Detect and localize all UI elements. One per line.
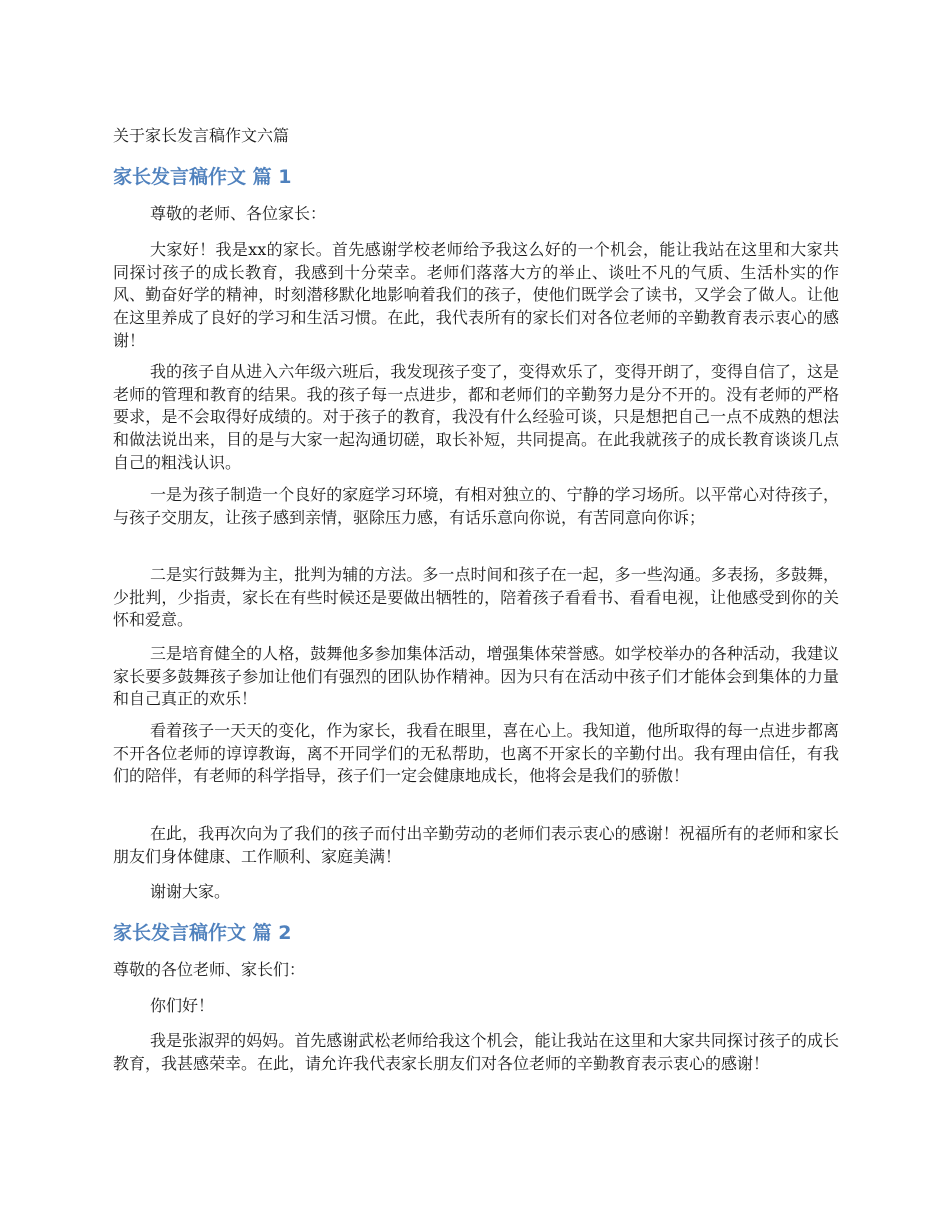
- paragraph: 谢谢大家。: [150, 882, 231, 901]
- section-heading-2: 家长发言稿作文 篇 2: [113, 922, 292, 944]
- section-heading-1: 家长发言稿作文 篇 1: [113, 166, 292, 188]
- paragraph: 尊敬的老师、各位家长：: [150, 204, 327, 223]
- paragraph: 在此，我再次向为了我们的孩子而付出辛勤劳动的老师们表示衷心的感谢！祝福所有的老师和家长朋友们身体健康、工作顺利、家庭美满！: [113, 824, 839, 866]
- paragraph: 尊敬的各位老师、家长们：: [113, 960, 306, 979]
- paragraph: 我的孩子自从进入六年级六班后，我发现孩子变了，变得欢乐了，变得开朗了，变得自信了，这是老师的管理和教育的结果。我的孩子每一点进步，都和老师们的辛勤努力是分不开的。没有老师的严格要求，是不会取得好成绩的。对于孩子的教育，我没有什么经验可谈，只是想把自己一点不成熟的想法和做法说出来，目的是与大家一起沟通切磋，取长补短，共同提高。在此我就孩子的成长教育谈谈几点自己的粗浅认识。: [113, 362, 839, 472]
- document-title: 关于家长发言稿作文六篇: [113, 126, 290, 145]
- paragraph: 一是为孩子制造一个良好的家庭学习环境，有相对独立的、宁静的学习场所。以平常心对待孩子，与孩子交朋友，让孩子感到亲情，驱除压力感，有话乐意向你说，有苦同意向你诉；: [113, 485, 839, 527]
- paragraph: 大家好！我是xx的家长。首先感谢学校老师给予我这么好的一个机会，能让我站在这里和大家共同探讨孩子的成长教育，我感到十分荣幸。老师们落落大方的举止、谈吐不凡的气质、生活朴实的作风、勤奋好学的精神，时刻潜移默化地影响着我们的孩子，使他们既学会了读书，又学会了做人。让他在这里养成了良好的学习和生活习惯。在此，我代表所有的家长们对各位老师的辛勤教育表示衷心的感谢！: [113, 240, 839, 350]
- paragraph: 你们好！: [150, 996, 215, 1015]
- paragraph: 二是实行鼓舞为主，批判为辅的方法。多一点时间和孩子在一起，多一些沟通。多表扬，多鼓舞，少批判，少指责，家长在有些时候还是要做出牺牲的，陪着孩子看看书、看看电视，让他感受到你的关怀和爱意。: [113, 565, 839, 630]
- paragraph: 看着孩子一天天的变化，作为家长，我看在眼里，喜在心上。我知道，他所取得的每一点进步都离不开各位老师的谆谆教诲，离不开同学们的无私帮助，也离不开家长的辛勤付出。我有理由信任，有我们的陪伴，有老师的科学指导，孩子们一定会健康地成长，他将会是我们的骄傲！: [113, 721, 839, 786]
- paragraph: 三是培育健全的人格，鼓舞他多参加集体活动，增强集体荣誉感。如学校举办的各种活动，我建议家长要多鼓舞孩子参加让他们有强烈的团队协作精神。因为只有在活动中孩子们才能体会到集体的力量和自己真正的欢乐！: [113, 644, 839, 709]
- paragraph: 我是张淑羿的妈妈。首先感谢武松老师给我这个机会，能让我站在这里和大家共同探讨孩子的成长教育，我甚感荣幸。在此，请允许我代表家长朋友们对各位老师的辛勤教育表示衷心的感谢！: [113, 1031, 839, 1073]
